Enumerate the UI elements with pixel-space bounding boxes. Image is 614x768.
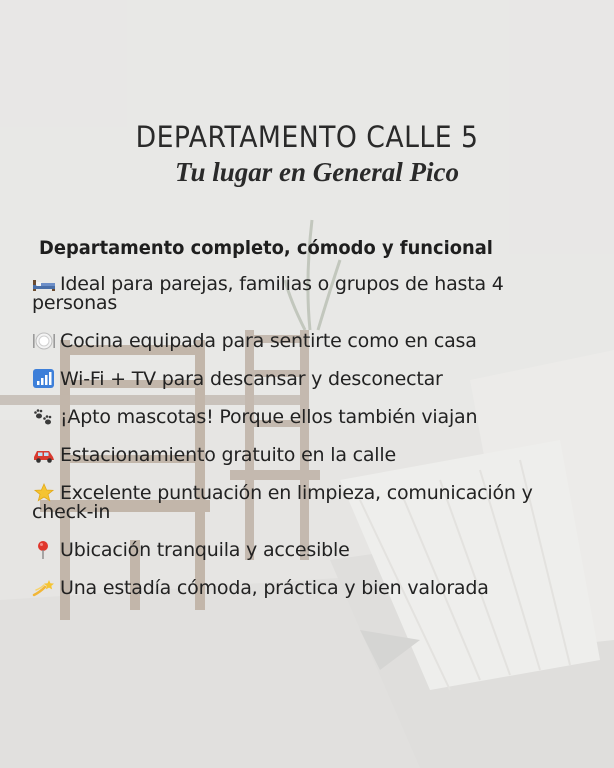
feature-item-kitchen	[32, 331, 592, 351]
feature-item-location	[32, 540, 592, 560]
bed-icon	[32, 274, 56, 293]
section-heading: Departamento completo, cómodo y funcional	[39, 237, 493, 259]
paw-prints-icon	[32, 407, 56, 426]
feature-item-wifi	[32, 369, 592, 389]
dizzy-icon	[32, 578, 56, 597]
feature-item-pets	[32, 407, 592, 427]
feature-text: Una estadía cómoda, práctica y bien valorada	[60, 577, 489, 599]
page-title: DEPARTAMENTO CALLE 5	[135, 120, 479, 154]
feature-text: Ideal para parejas, familias o grupos de hasta 4 personas	[32, 273, 504, 314]
feature-text: Excelente puntuación en limpieza, comunicación y check-in	[32, 482, 533, 523]
pin-icon	[32, 540, 56, 559]
feature-list	[32, 274, 592, 616]
page-subtitle: Tu lugar en General Pico	[174, 157, 459, 187]
feature-item-bed	[32, 274, 592, 313]
signal-bars-icon	[32, 369, 56, 388]
feature-text: ¡Apto mascotas! Porque ellos también viajan	[60, 406, 478, 428]
plate-icon	[32, 331, 56, 350]
feature-item-stay	[32, 578, 592, 598]
car-icon	[32, 445, 56, 464]
feature-text: Wi-Fi + TV para descansar y desconectar	[60, 368, 443, 390]
feature-item-parking	[32, 445, 592, 465]
feature-item-rating	[32, 483, 592, 522]
star-icon	[32, 483, 56, 502]
feature-text: Cocina equipada para sentirte como en casa	[60, 330, 477, 352]
feature-text: Ubicación tranquila y accesible	[60, 539, 350, 561]
feature-text: Estacionamiento gratuito en la calle	[60, 444, 396, 466]
